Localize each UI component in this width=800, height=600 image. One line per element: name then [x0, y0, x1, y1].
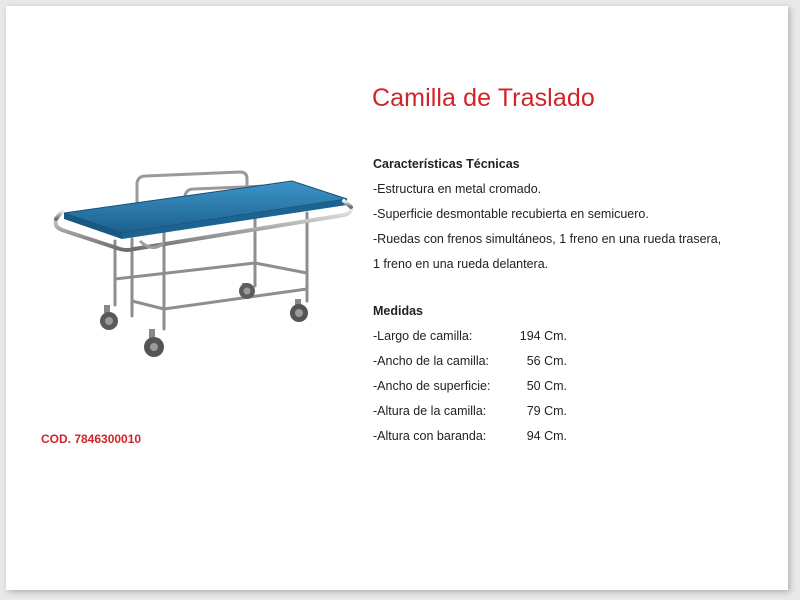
catalog-page — [6, 6, 788, 590]
measures-heading: Medidas — [373, 304, 424, 318]
measure-label: -Ancho de superficie: — [373, 379, 491, 393]
product-title: Camilla de Traslado — [372, 84, 595, 112]
measure-row — [373, 374, 773, 399]
measure-value: 94 Cm. — [526, 429, 567, 443]
measure-label: -Altura de la camilla: — [373, 404, 487, 418]
measure-row — [373, 399, 773, 424]
measure-label: -Altura con baranda: — [373, 429, 487, 443]
measure-row — [373, 349, 773, 374]
measure-row — [373, 424, 773, 449]
measure-label: -Ancho de la camilla: — [373, 354, 490, 368]
stretcher-image — [42, 161, 362, 371]
feature-line: -Estructura en metal cromado. — [373, 182, 542, 196]
measure-value: 79 Cm. — [526, 404, 567, 418]
measure-value: 56 Cm. — [526, 354, 567, 368]
measure-value: 50 Cm. — [526, 379, 567, 393]
measure-row — [373, 324, 773, 349]
product-code: COD. 7846300010 — [41, 432, 142, 446]
measure-label: -Largo de camilla: — [373, 329, 473, 343]
specifications — [373, 152, 773, 449]
feature-line: -Superficie desmontable recubierta en semicuero. — [373, 207, 649, 221]
measure-value: 194 Cm. — [519, 329, 567, 343]
features-heading: Características Técnicas — [373, 157, 520, 171]
feature-line: 1 freno en una rueda delantera. — [373, 257, 549, 271]
feature-line: -Ruedas con frenos simultáneos, 1 freno en una rueda trasera, — [373, 232, 722, 246]
